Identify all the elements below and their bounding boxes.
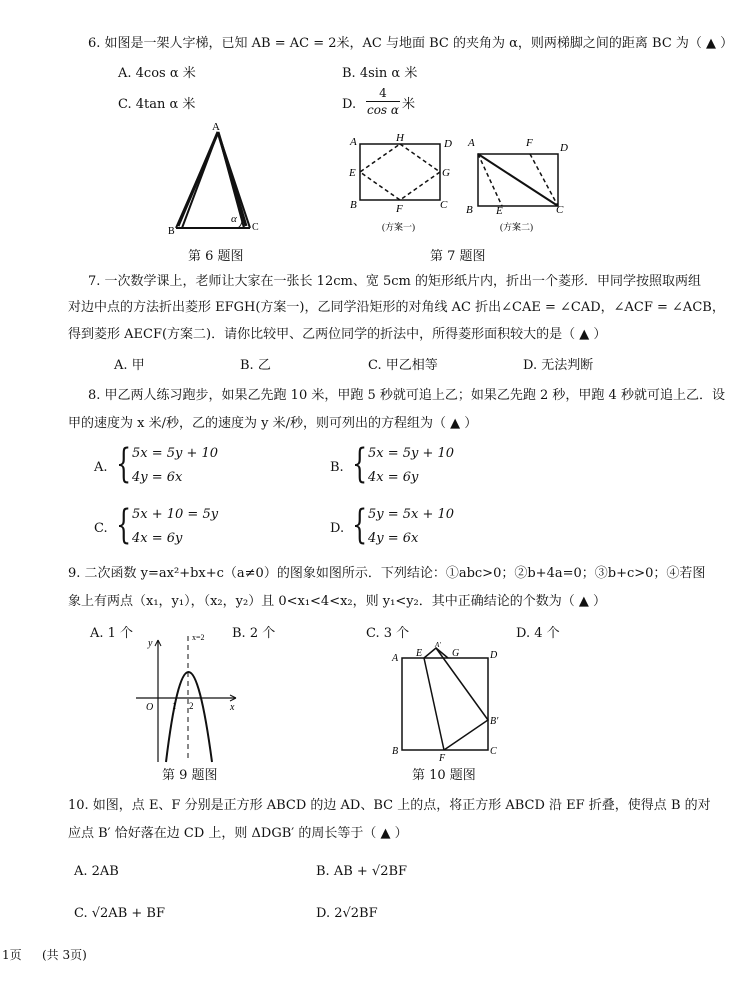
fig7-label-d2: D xyxy=(560,142,568,154)
q8-option-d-eq2: 4y = 6x xyxy=(368,531,419,546)
fig7-label-b1: B xyxy=(350,199,357,211)
fig9-caption: 第 9 题图 xyxy=(162,768,218,783)
q7-line2: 对边中点的方法折出菱形 EFGH(方案一)，乙同学沿矩形的对角线 AC 折出∠CAE = ∠CAD，∠ACF = ∠ACB， xyxy=(68,300,725,315)
q9-option-a: A. 1 个 xyxy=(90,626,134,641)
fig7-figure xyxy=(344,134,584,239)
q6-option-b: B. 4sin α 米 xyxy=(342,66,418,81)
q7-line1: 7. 一次数学课上，老师让大家在一张长 12cm、宽 5cm 的矩形纸片内，折出一个菱形．甲同学按照取两组 xyxy=(88,274,701,289)
q10-option-b: B. AB + √2BF xyxy=(316,864,408,879)
fig7-label-f1: F xyxy=(396,203,403,215)
fig6-caption: 第 6 题图 xyxy=(188,249,244,264)
q10-line1: 10. 如图，点 E、F 分别是正方形 ABCD 的边 AD、BC 上的点，将正方形 ABCD 沿 EF 折叠，使得点 B 的对 xyxy=(68,798,711,813)
fig10-caption: 第 10 题图 xyxy=(412,768,476,783)
q6-option-c: C. 4tan α 米 xyxy=(118,97,196,112)
fig7-label-f2: F xyxy=(526,137,533,149)
fig10-square-figure xyxy=(386,641,506,764)
q8-option-a-label: A. xyxy=(94,460,108,475)
q8-option-a-eq2: 4y = 6x xyxy=(132,470,183,485)
fig7-scheme-two-label: (方案二) xyxy=(500,222,533,232)
fig9-axis-of-symmetry-label: x=2 xyxy=(192,633,205,642)
fig9-y-label: y xyxy=(148,638,153,649)
q8-option-c-label: C. xyxy=(94,521,108,536)
q9-option-b: B. 2 个 xyxy=(232,626,276,641)
fig10-label-d: D xyxy=(490,650,498,661)
fig6-label-a: A xyxy=(212,121,220,133)
fig10-label-f: F xyxy=(439,753,446,764)
q6-stem: 6. 如图是一架人字梯，已知 AB = AC = 2米，AC 与地面 BC 的夹角为 α，则两梯脚之间的距离 BC 为（ ▲ ） xyxy=(88,36,733,51)
q8-option-b-brace: { xyxy=(352,441,368,487)
footer-page-number: 1页 xyxy=(2,948,22,962)
q8-line2: 甲的速度为 x 米/秒，乙的速度为 y 米/秒，则可列出的方程组为（ ▲ ） xyxy=(68,416,478,431)
q8-line1: 8. 甲乙两人练习跑步，如果乙先跑 10 米，甲跑 5 秒就可追上乙；如果乙先跑 2 秒，甲跑 4 秒就可追上乙．设 xyxy=(88,388,725,403)
q8-option-c-eq2: 4x = 6y xyxy=(132,531,183,546)
q9-line2: 象上有两点（x₁，y₁），（x₂，y₂）且 0<x₁<4<x₂，则 y₁<y₂．其中正确结论的个数为（ ▲ ） xyxy=(68,594,607,609)
fig7-label-g: G xyxy=(442,167,450,179)
q10-option-a: A. 2AB xyxy=(74,864,119,879)
fig7-label-d1: D xyxy=(444,138,452,150)
fig10-label-g: G xyxy=(452,648,460,659)
fig7-caption: 第 7 题图 xyxy=(430,249,486,264)
q6-option-d-unit: 米 xyxy=(402,97,416,112)
fig9-tick-1: 1 xyxy=(172,701,177,711)
q6-d-denominator: cos α xyxy=(366,103,400,117)
q8-option-c-eq1: 5x + 10 = 5y xyxy=(132,507,219,522)
q9-option-d: D. 4 个 xyxy=(516,626,560,641)
fig6-label-alpha: α xyxy=(231,213,237,225)
fig7-scheme-one-label: (方案一) xyxy=(382,222,415,232)
q7-option-d: D. 无法判断 xyxy=(523,358,594,373)
q9-line1: 9. 二次函数 y=ax²+bx+c（a≠0）的图象如图所示．下列结论：①abc>0；②b+4a=0；③b+c>0；④若图 xyxy=(68,566,706,581)
fig10-label-c: C xyxy=(490,746,497,757)
fig7-label-c2: C xyxy=(556,204,564,216)
fig10-label-e: E xyxy=(416,648,423,659)
q10-option-c: C. √2AB + BF xyxy=(74,906,165,921)
fig7-label-e1: E xyxy=(349,167,356,179)
fig6-label-c: C xyxy=(252,222,259,233)
fig7-label-a2: A xyxy=(468,137,475,149)
fig7-label-b2: B xyxy=(466,204,473,216)
q6-option-a: A. 4cos α 米 xyxy=(118,66,196,81)
q9-option-c: C. 3 个 xyxy=(366,626,410,641)
fig10-label-a-prime: A′ xyxy=(435,641,441,649)
q8-option-c-brace: { xyxy=(116,502,132,548)
fig7-label-c1: C xyxy=(440,199,448,211)
q8-option-a-eq1: 5x = 5y + 10 xyxy=(132,446,219,461)
q8-option-b-eq2: 4x = 6y xyxy=(368,470,419,485)
q7-line3: 得到菱形 AECF(方案二)．请你比较甲、乙两位同学的折法中，所得菱形面积较大的是（ ▲ ） xyxy=(68,327,607,342)
fig9-origin-label: O xyxy=(146,702,154,713)
fig6-label-b: B xyxy=(168,226,175,237)
q7-option-c: C. 甲乙相等 xyxy=(368,358,438,373)
footer-total-pages: (共 3页) xyxy=(42,948,87,962)
q6-d-numerator: 4 xyxy=(366,86,400,102)
q8-option-d-brace: { xyxy=(352,502,368,548)
fig7-label-e2: E xyxy=(496,205,503,217)
q8-option-b-eq1: 5x = 5y + 10 xyxy=(368,446,455,461)
fig10-label-b: B xyxy=(392,746,399,757)
fig9-parabola-figure xyxy=(132,632,242,767)
q8-option-b-label: B. xyxy=(330,460,344,475)
q8-option-d-eq1: 5y = 5x + 10 xyxy=(368,507,455,522)
fig9-x-label: x xyxy=(230,702,235,713)
q6-option-d-label: D. xyxy=(342,97,357,112)
fig9-tick-2: 2 xyxy=(189,701,194,711)
fig10-label-a: A xyxy=(392,653,399,664)
q7-option-b: B. 乙 xyxy=(240,358,271,373)
fig7-label-a1: A xyxy=(350,136,357,148)
q7-option-a: A. 甲 xyxy=(114,358,145,373)
q6-option-d-fraction xyxy=(366,86,400,118)
fig7-label-h: H xyxy=(396,132,404,144)
q8-option-d-label: D. xyxy=(330,521,345,536)
q10-line2: 应点 B′ 恰好落在边 CD 上，则 ΔDGB′ 的周长等于（ ▲ ） xyxy=(68,826,408,841)
q10-option-d: D. 2√2BF xyxy=(316,906,378,921)
fig6-ladder-figure xyxy=(160,121,280,238)
q8-option-a-brace: { xyxy=(116,441,132,487)
fig10-label-b-prime: B′ xyxy=(490,716,499,727)
